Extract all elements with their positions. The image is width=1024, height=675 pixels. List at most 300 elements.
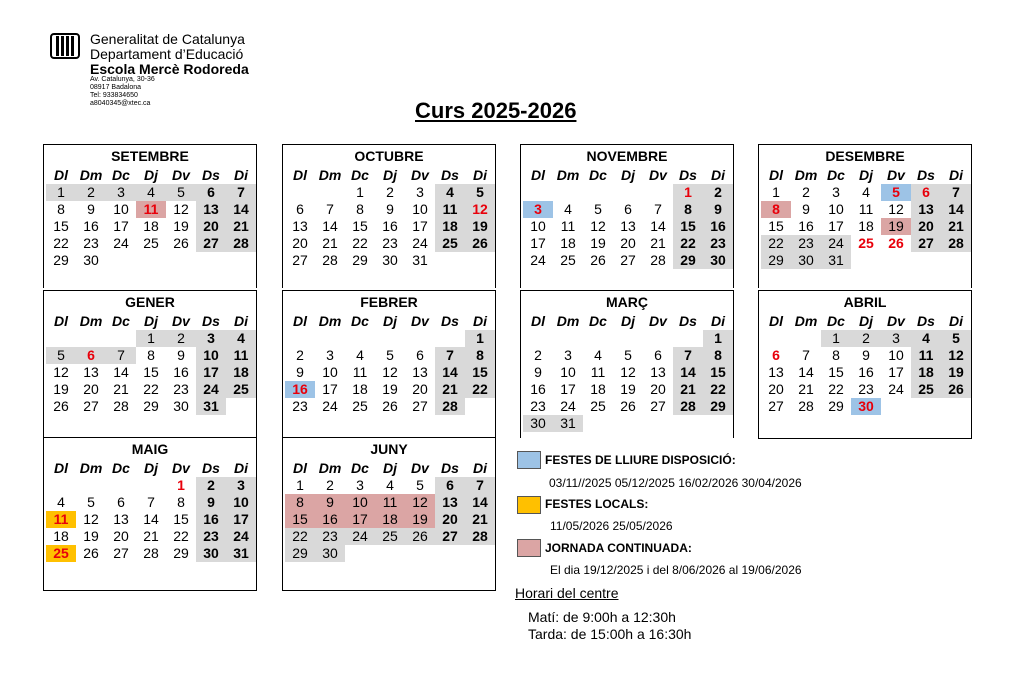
empty-cell (46, 477, 76, 494)
day-cell: 13 (650, 364, 666, 380)
day-header: Ds (441, 167, 459, 183)
day-cell: 14 (113, 364, 129, 380)
day-cell: 14 (465, 494, 495, 511)
day-cell: 28 (465, 528, 495, 545)
day-cell: 12 (590, 218, 606, 234)
day-cell: 12 (173, 201, 189, 217)
day-cell: 29 (673, 252, 703, 269)
school-header (90, 32, 249, 108)
day-cell: 7 (435, 347, 465, 364)
month-gener (43, 290, 257, 438)
day-cell: 7 (147, 494, 155, 510)
day-header: Di (949, 167, 963, 183)
day-cell: 17 (560, 381, 576, 397)
day-cell: 8 (673, 201, 703, 218)
day-cell: 18 (352, 381, 368, 397)
day-cell: 27 (196, 235, 226, 252)
school-phone: Tel: 933834650 (90, 92, 138, 99)
day-header: Dl (293, 460, 307, 476)
day-cell: 31 (821, 252, 851, 269)
day-cell: 23 (382, 235, 398, 251)
day-cell: 22 (285, 528, 315, 545)
day-cell: 9 (386, 201, 394, 217)
day-cell: 20 (292, 235, 308, 251)
day-cell: 24 (821, 235, 851, 252)
day-header: Dm (794, 313, 818, 329)
day-cell: 28 (143, 545, 159, 561)
day-cell: 2 (851, 330, 881, 347)
day-cell: 4 (386, 477, 394, 493)
day-cell: 28 (941, 235, 971, 252)
day-header: Dv (887, 167, 905, 183)
day-header: Ds (917, 313, 935, 329)
day-cell: 12 (382, 364, 398, 380)
day-header: Dv (411, 313, 429, 329)
day-cell: 28 (798, 398, 814, 414)
day-cell: 21 (143, 528, 159, 544)
day-header: Dl (293, 167, 307, 183)
day-header: Ds (441, 313, 459, 329)
day-header: Dm (79, 460, 103, 476)
day-cell: 22 (143, 381, 159, 397)
day-cell: 15 (828, 364, 844, 380)
day-cell: 10 (828, 201, 844, 217)
day-cell: 15 (285, 511, 315, 528)
day-cell: 27 (620, 252, 636, 268)
day-cell: 3 (564, 347, 572, 363)
school-address2: 08917 Badalona (90, 84, 141, 91)
day-header: Dm (556, 313, 580, 329)
month-desembre (758, 144, 972, 288)
day-cell: 6 (624, 201, 632, 217)
day-cell: 7 (226, 184, 256, 201)
lliure-title: FESTES DE LLIURE DISPOSICIÓ: (545, 453, 736, 467)
day-cell: 26 (173, 235, 189, 251)
day-cell: 7 (673, 347, 703, 364)
month-grid (521, 167, 733, 269)
month-juny (282, 437, 496, 591)
day-cell: 12 (941, 347, 971, 364)
day-cell: 5 (881, 184, 911, 201)
header-line2: Departament d’Educació (90, 46, 244, 62)
day-cell: 28 (650, 252, 666, 268)
day-header: Di (473, 167, 487, 183)
day-cell: 3 (326, 347, 334, 363)
day-cell: 10 (560, 364, 576, 380)
day-cell: 27 (412, 398, 428, 414)
day-cell: 12 (405, 494, 435, 511)
locals-swatch (517, 496, 541, 514)
day-header: Dv (887, 313, 905, 329)
day-cell: 25 (858, 235, 874, 251)
day-cell: 15 (465, 364, 495, 381)
day-cell: 28 (322, 252, 338, 268)
day-cell: 15 (143, 364, 159, 380)
day-cell: 3 (106, 184, 136, 201)
month-grid (44, 460, 256, 562)
day-cell: 15 (352, 218, 368, 234)
day-cell: 7 (802, 347, 810, 363)
day-cell: 23 (83, 235, 99, 251)
day-cell: 4 (564, 201, 572, 217)
day-cell: 28 (226, 235, 256, 252)
day-cell: 16 (83, 218, 99, 234)
month-grid (759, 167, 971, 269)
day-cell: 3 (356, 477, 364, 493)
day-header: Dc (112, 167, 130, 183)
month-name: ABRIL (843, 294, 887, 310)
day-cell: 26 (888, 235, 904, 251)
day-cell: 20 (412, 381, 428, 397)
day-cell: 5 (87, 494, 95, 510)
empty-cell (345, 330, 375, 347)
day-cell: 18 (911, 364, 941, 381)
day-cell: 20 (911, 218, 941, 235)
day-cell: 19 (53, 381, 69, 397)
day-cell: 28 (435, 398, 465, 415)
day-cell: 19 (590, 235, 606, 251)
lliure-dates: 03/11//2025 05/12/2025 16/02/2026 30/04/2026 (549, 476, 802, 490)
locals-title: FESTES LOCALS: (545, 497, 649, 511)
day-cell: 6 (117, 494, 125, 510)
day-cell: 22 (173, 528, 189, 544)
header-line1: Generalitat de Catalunya (90, 31, 245, 47)
day-cell: 23 (858, 381, 874, 397)
empty-cell (315, 184, 345, 201)
day-header: Dj (144, 167, 158, 183)
day-cell: 19 (881, 218, 911, 235)
day-cell: 3 (196, 330, 226, 347)
day-cell: 2 (196, 477, 226, 494)
day-cell: 21 (435, 381, 465, 398)
day-header: Ds (441, 460, 459, 476)
day-cell: 4 (226, 330, 256, 347)
day-cell: 21 (113, 381, 129, 397)
day-cell: 30 (83, 252, 99, 268)
day-cell: 27 (113, 545, 129, 561)
day-cell: 26 (405, 528, 435, 545)
day-cell: 20 (768, 381, 784, 397)
day-cell: 19 (620, 381, 636, 397)
day-cell: 7 (941, 184, 971, 201)
day-cell: 21 (650, 235, 666, 251)
day-cell: 14 (650, 218, 666, 234)
day-cell: 26 (620, 398, 636, 414)
day-cell: 27 (650, 398, 666, 414)
day-cell: 2 (534, 347, 542, 363)
day-cell: 16 (798, 218, 814, 234)
day-cell: 15 (53, 218, 69, 234)
school-address1: Av. Catalunya, 30-36 (90, 76, 155, 83)
day-header: Dv (172, 167, 190, 183)
day-cell: 8 (465, 347, 495, 364)
day-header: Di (234, 313, 248, 329)
month-name: MAIG (131, 441, 169, 457)
day-cell: 16 (530, 381, 546, 397)
day-cell: 16 (285, 381, 315, 398)
day-cell: 29 (761, 252, 791, 269)
day-header: Di (234, 460, 248, 476)
day-cell: 22 (761, 235, 791, 252)
day-header: Dv (411, 460, 429, 476)
day-cell: 6 (76, 347, 106, 364)
empty-cell (76, 330, 106, 347)
day-header: Dl (531, 313, 545, 329)
day-cell: 17 (345, 511, 375, 528)
day-cell: 21 (673, 381, 703, 398)
day-cell: 29 (173, 545, 189, 561)
day-cell: 10 (530, 218, 546, 234)
day-cell: 25 (435, 235, 465, 252)
day-cell: 19 (83, 528, 99, 544)
day-cell: 18 (858, 218, 874, 234)
month-grid (283, 313, 495, 415)
day-header: Dv (172, 460, 190, 476)
day-cell: 14 (673, 364, 703, 381)
day-header: Ds (202, 313, 220, 329)
day-cell: 15 (703, 364, 733, 381)
empty-cell (106, 477, 136, 494)
day-cell: 7 (106, 347, 136, 364)
day-cell: 19 (405, 511, 435, 528)
day-cell: 6 (911, 184, 941, 201)
day-cell: 10 (226, 494, 256, 511)
day-header: Dc (351, 167, 369, 183)
day-cell: 13 (768, 364, 784, 380)
day-cell: 14 (143, 511, 159, 527)
day-cell: 15 (173, 511, 189, 527)
day-cell: 26 (941, 381, 971, 398)
page-title: Curs 2025-2026 (415, 98, 577, 123)
day-cell: 27 (435, 528, 465, 545)
empty-cell (435, 330, 465, 347)
month-grid (283, 167, 495, 269)
day-cell: 19 (382, 381, 398, 397)
empty-cell (761, 330, 791, 347)
empty-cell (643, 330, 673, 347)
day-cell: 30 (791, 252, 821, 269)
continuada-swatch (517, 539, 541, 557)
day-cell: 8 (703, 347, 733, 364)
day-cell: 10 (113, 201, 129, 217)
month-abril (758, 290, 972, 439)
day-header: Dj (383, 460, 397, 476)
day-cell: 16 (173, 364, 189, 380)
day-cell: 10 (888, 347, 904, 363)
day-header: Dc (827, 167, 845, 183)
day-cell: 22 (465, 381, 495, 398)
day-cell: 11 (352, 364, 368, 380)
empty-cell (583, 184, 613, 201)
day-cell: 8 (285, 494, 315, 511)
day-header: Ds (679, 313, 697, 329)
month-name: JUNY (370, 441, 408, 457)
day-cell: 14 (798, 364, 814, 380)
day-cell: 18 (435, 218, 465, 235)
day-header: Di (711, 167, 725, 183)
day-cell: 17 (322, 381, 338, 397)
day-cell: 17 (412, 218, 428, 234)
day-cell: 8 (57, 201, 65, 217)
day-cell: 4 (57, 494, 65, 510)
day-header: Dc (589, 167, 607, 183)
day-cell: 11 (136, 201, 166, 218)
empty-cell (106, 330, 136, 347)
month-name: DESEMBRE (825, 148, 905, 164)
day-header: Dm (318, 167, 342, 183)
day-cell: 9 (87, 201, 95, 217)
day-cell: 26 (382, 398, 398, 414)
day-cell: 29 (703, 398, 733, 415)
day-cell: 29 (143, 398, 159, 414)
day-cell: 26 (53, 398, 69, 414)
empty-cell (76, 477, 106, 494)
empty-cell (523, 330, 553, 347)
locals-dates: 11/05/2026 25/05/2026 (550, 519, 673, 533)
day-cell: 30 (173, 398, 189, 414)
day-cell: 21 (226, 218, 256, 235)
day-header: Dj (144, 313, 158, 329)
day-cell: 1 (136, 330, 166, 347)
day-cell: 1 (465, 330, 495, 347)
day-cell: 2 (76, 184, 106, 201)
day-cell: 30 (382, 252, 398, 268)
empty-cell (613, 184, 643, 201)
day-cell: 13 (83, 364, 99, 380)
month-març (520, 290, 734, 438)
empty-cell (405, 330, 435, 347)
day-header: Dl (769, 167, 783, 183)
horari-title: Horari del centre (515, 585, 619, 601)
horari-tarda: Tarda: de 15:00h a 16:30h (528, 626, 692, 642)
day-cell: 2 (166, 330, 196, 347)
empty-cell (523, 184, 553, 201)
day-cell: 7 (654, 201, 662, 217)
day-cell: 7 (465, 477, 495, 494)
day-cell: 24 (888, 381, 904, 397)
day-header: Dc (827, 313, 845, 329)
day-header: Dv (649, 167, 667, 183)
day-cell: 24 (530, 252, 546, 268)
day-cell: 4 (911, 330, 941, 347)
day-cell: 1 (772, 184, 780, 200)
day-cell: 21 (465, 511, 495, 528)
day-cell: 12 (465, 201, 495, 218)
day-cell: 1 (703, 330, 733, 347)
day-cell: 27 (83, 398, 99, 414)
day-header: Dl (54, 313, 68, 329)
day-cell: 23 (530, 398, 546, 414)
day-header: Di (473, 313, 487, 329)
empty-cell (375, 330, 405, 347)
day-cell: 24 (560, 398, 576, 414)
day-cell: 3 (226, 477, 256, 494)
day-cell: 26 (590, 252, 606, 268)
day-cell: 19 (941, 364, 971, 381)
day-cell: 17 (888, 364, 904, 380)
day-cell: 2 (802, 184, 810, 200)
day-cell: 4 (136, 184, 166, 201)
day-cell: 6 (772, 347, 780, 363)
day-cell: 18 (590, 381, 606, 397)
day-cell: 1 (673, 184, 703, 201)
day-cell: 28 (113, 398, 129, 414)
school-email: a8040345@xtec.ca (90, 100, 151, 107)
day-cell: 1 (46, 184, 76, 201)
day-header: Dc (351, 460, 369, 476)
continuada-title: JORNADA CONTINUADA: (545, 541, 692, 555)
day-cell: 20 (113, 528, 129, 544)
day-header: Dl (54, 460, 68, 476)
day-header: Ds (202, 460, 220, 476)
day-cell: 25 (352, 398, 368, 414)
day-cell: 23 (196, 528, 226, 545)
day-cell: 23 (173, 381, 189, 397)
day-cell: 12 (53, 364, 69, 380)
day-cell: 5 (594, 201, 602, 217)
day-cell: 23 (703, 235, 733, 252)
month-febrer (282, 290, 496, 438)
day-header: Di (949, 313, 963, 329)
day-cell: 25 (590, 398, 606, 414)
empty-cell (553, 184, 583, 201)
day-header: Dm (79, 313, 103, 329)
empty-cell (315, 330, 345, 347)
empty-cell (583, 330, 613, 347)
day-cell: 27 (768, 398, 784, 414)
month-grid (521, 313, 733, 432)
day-cell: 6 (654, 347, 662, 363)
day-header: Ds (679, 167, 697, 183)
day-cell: 4 (356, 347, 364, 363)
day-cell: 25 (911, 381, 941, 398)
day-cell: 29 (53, 252, 69, 268)
day-cell: 5 (624, 347, 632, 363)
day-cell: 6 (416, 347, 424, 363)
day-cell: 17 (828, 218, 844, 234)
day-cell: 9 (534, 364, 542, 380)
day-cell: 10 (412, 201, 428, 217)
day-cell: 4 (862, 184, 870, 200)
month-name: NOVEMBRE (586, 148, 668, 164)
day-cell: 30 (851, 398, 881, 415)
day-header: Dl (54, 167, 68, 183)
day-cell: 18 (375, 511, 405, 528)
day-cell: 24 (226, 528, 256, 545)
day-cell: 29 (285, 545, 315, 562)
day-cell: 1 (821, 330, 851, 347)
day-cell: 30 (703, 252, 733, 269)
day-cell: 31 (226, 545, 256, 562)
day-cell: 20 (83, 381, 99, 397)
day-cell: 11 (911, 347, 941, 364)
day-cell: 4 (435, 184, 465, 201)
day-cell: 22 (703, 381, 733, 398)
day-header: Dm (556, 167, 580, 183)
day-cell: 1 (296, 477, 304, 493)
day-cell: 24 (113, 235, 129, 251)
day-cell: 10 (322, 364, 338, 380)
day-cell: 22 (53, 235, 69, 251)
day-cell: 23 (791, 235, 821, 252)
day-cell: 25 (46, 545, 76, 562)
day-cell: 6 (296, 201, 304, 217)
day-cell: 18 (560, 235, 576, 251)
day-cell: 5 (465, 184, 495, 201)
day-cell: 11 (46, 511, 76, 528)
day-header: Dj (859, 167, 873, 183)
day-cell: 3 (416, 184, 424, 200)
